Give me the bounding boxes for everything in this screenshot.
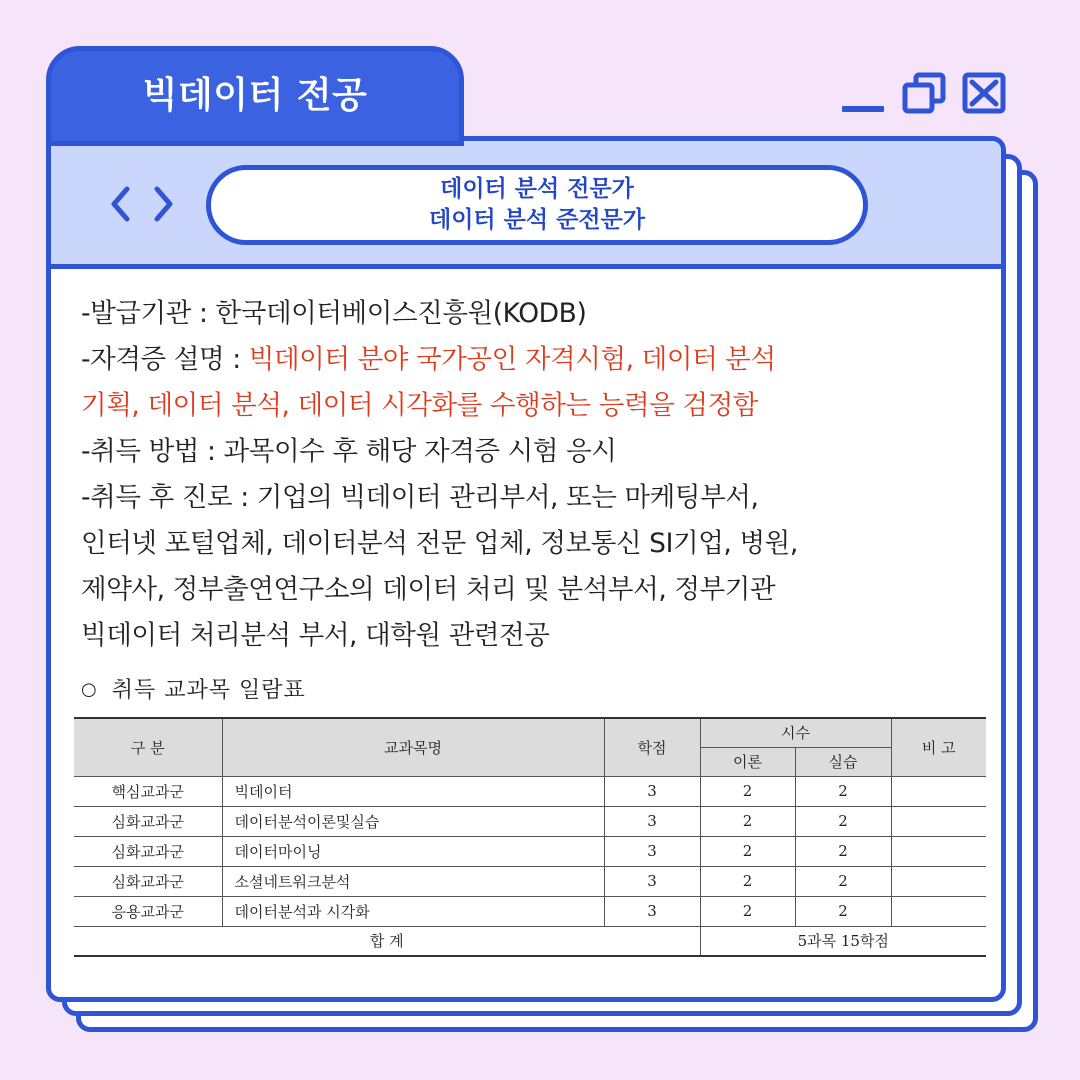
desc-line-1 bbox=[81, 337, 981, 383]
table-row bbox=[74, 866, 986, 896]
issuer-line bbox=[81, 291, 981, 337]
career-line-4: 빅데이터 처리분석 부서, 대학원 관련전공 bbox=[81, 620, 550, 651]
minimize-icon[interactable] bbox=[842, 106, 884, 112]
code-brackets-icon bbox=[111, 185, 173, 223]
table-row bbox=[74, 806, 986, 836]
row-note bbox=[891, 806, 986, 836]
career-line-3: 제약사, 정부출연연구소의 데이터 처리 및 분석부서, 정부기관 bbox=[81, 574, 776, 605]
total-label: 합 계 bbox=[74, 926, 700, 956]
course-table bbox=[74, 717, 986, 957]
header-theory: 이론 bbox=[700, 747, 795, 776]
desc-line-2: 기획, 데이터 분석, 데이터 시각화를 수행하는 능력을 검정함 bbox=[81, 390, 758, 421]
certificate-name-1: 데이터 분석 전문가 bbox=[440, 176, 634, 202]
header-course: 교과목명 bbox=[222, 718, 604, 776]
row-theory: 2 bbox=[700, 866, 795, 896]
header-credits: 학점 bbox=[604, 718, 700, 776]
row-theory: 2 bbox=[700, 836, 795, 866]
row-course: 빅데이터 bbox=[222, 776, 604, 806]
certificate-pill bbox=[206, 165, 868, 245]
row-practice: 2 bbox=[795, 836, 891, 866]
issuer-value: 한국데이터베이스진흥원(KODB) bbox=[215, 298, 587, 329]
row-practice: 2 bbox=[795, 896, 891, 926]
row-note bbox=[891, 776, 986, 806]
table-title-text: 취득 교과목 일람표 bbox=[111, 678, 306, 703]
row-theory: 2 bbox=[700, 896, 795, 926]
row-credits: 3 bbox=[604, 836, 700, 866]
window-controls bbox=[842, 68, 1007, 118]
row-note bbox=[891, 866, 986, 896]
desc-value-1: 빅데이터 분야 국가공인 자격시험, 데이터 분석 bbox=[248, 344, 776, 375]
row-category: 심화교과군 bbox=[74, 806, 222, 836]
header-note: 비 고 bbox=[891, 718, 986, 776]
row-practice: 2 bbox=[795, 806, 891, 836]
close-icon[interactable] bbox=[962, 72, 1006, 114]
desc-label: -자격증 설명 : bbox=[81, 344, 249, 375]
description-text bbox=[81, 291, 981, 659]
row-credits: 3 bbox=[604, 806, 700, 836]
row-credits: 3 bbox=[604, 866, 700, 896]
header-category: 구 분 bbox=[74, 718, 222, 776]
page-title: 빅데이터 전공 bbox=[142, 74, 368, 116]
row-category: 심화교과군 bbox=[74, 836, 222, 866]
total-value: 5과목 15학점 bbox=[700, 926, 986, 956]
row-credits: 3 bbox=[604, 776, 700, 806]
window-panel bbox=[46, 136, 1006, 1002]
certificate-name-2: 데이터 분석 준전문가 bbox=[429, 207, 645, 233]
total-row bbox=[74, 926, 986, 956]
row-course: 데이터분석이론및실습 bbox=[222, 806, 604, 836]
header-practice: 실습 bbox=[795, 747, 891, 776]
row-category: 심화교과군 bbox=[74, 866, 222, 896]
row-category: 핵심교과군 bbox=[74, 776, 222, 806]
row-category: 응용교과군 bbox=[74, 896, 222, 926]
table-row bbox=[74, 896, 986, 926]
header-hours: 시수 bbox=[700, 718, 891, 747]
restore-icon[interactable] bbox=[902, 72, 946, 114]
circle-bullet: ○ bbox=[81, 679, 98, 700]
row-credits: 3 bbox=[604, 896, 700, 926]
row-course: 소셜네트워크분석 bbox=[222, 866, 604, 896]
title-tab bbox=[46, 46, 464, 146]
career-line-1: -취득 후 진로 : 기업의 빅데이터 관리부서, 또는 마케팅부서, bbox=[81, 482, 759, 513]
row-course: 데이터마이닝 bbox=[222, 836, 604, 866]
row-practice: 2 bbox=[795, 776, 891, 806]
table-row bbox=[74, 836, 986, 866]
issuer-label: -발급기관 : bbox=[81, 298, 216, 329]
row-theory: 2 bbox=[700, 776, 795, 806]
method-line: -취득 방법 : 과목이수 후 해당 자격증 시험 응시 bbox=[81, 436, 617, 467]
table-title bbox=[81, 673, 306, 704]
row-note bbox=[891, 896, 986, 926]
row-note bbox=[891, 836, 986, 866]
header-band bbox=[51, 141, 1001, 269]
row-course: 데이터분석과 시각화 bbox=[222, 896, 604, 926]
table-row bbox=[74, 776, 986, 806]
career-line-2: 인터넷 포털업체, 데이터분석 전문 업체, 정보통신 SI기업, 병원, bbox=[81, 528, 798, 559]
row-theory: 2 bbox=[700, 806, 795, 836]
row-practice: 2 bbox=[795, 866, 891, 896]
